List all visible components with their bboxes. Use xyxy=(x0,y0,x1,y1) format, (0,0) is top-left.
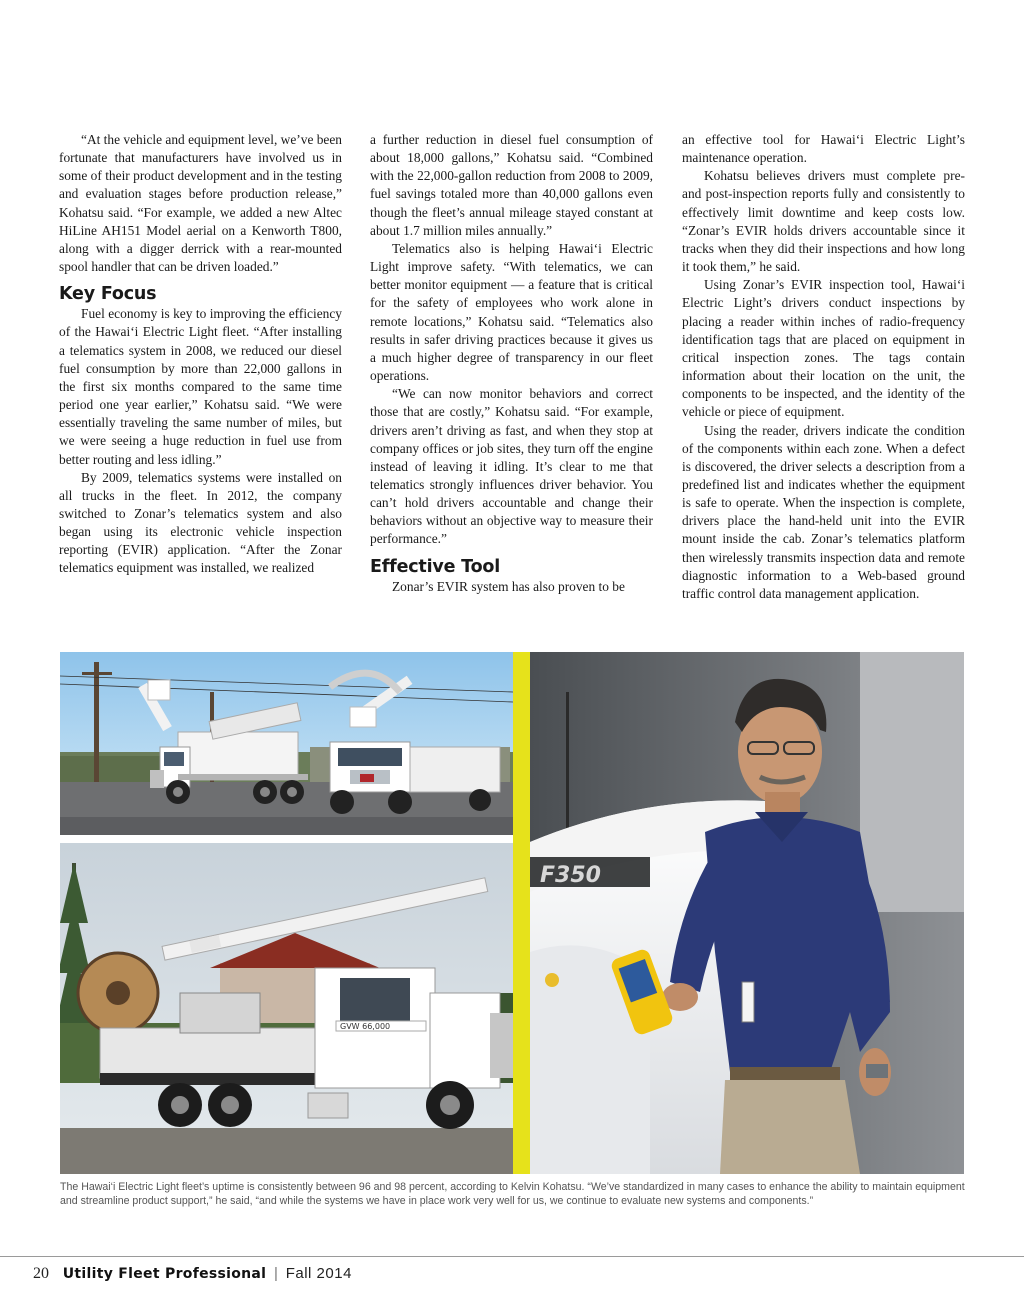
f350-badge: F350 xyxy=(540,863,601,888)
page-footer xyxy=(33,1265,352,1283)
yellow-divider xyxy=(513,652,530,1174)
footer-separator: | xyxy=(274,1265,278,1282)
gvw-badge: GVW 66,000 xyxy=(340,1022,391,1031)
issue-label: Fall 2014 xyxy=(285,1265,352,1282)
paragraph: Zonar’s EVIR system has also proven to be xyxy=(392,578,625,594)
article-column-2 xyxy=(370,131,653,596)
magazine-title: Utility Fleet Professional xyxy=(62,1266,267,1282)
paragraph: Telematics also is helping Hawai‘i Electric Light improve safety. “With telematics, we can better monitor equipment — a feature that is critical for the safety of employees who work alone in remote locations,” Kohatsu said. “Telematics also results in safer driving practices because it gives us a much higher degree of transparency in our fleet operations. xyxy=(370,240,653,384)
inspection-illustration xyxy=(530,652,964,1174)
photo-caption: The Hawai‘i Electric Light fleet’s uptime is consistently between 96 and 98 percent, according to Kelvin Kohatsu. “We’ve standardized in many cases to enhance the ability to maintain equipment and streamline product support,” he said, “and while the systems we have in place work very well for us, we continue to evaluate new systems and components.” xyxy=(60,1181,965,1207)
photo-gap xyxy=(60,835,513,843)
section-heading-effective-tool: Effective Tool xyxy=(370,556,501,577)
footer-rule xyxy=(0,1256,1024,1257)
article-column-3 xyxy=(682,131,965,603)
paragraph: Using Zonar’s EVIR inspection tool, Hawai‘i Electric Light’s drivers conduct inspections by placing a reader within inches of radio-frequency identification tags that are placed on equipment in critical inspection zones. The tags contain information about their location on the unit, the components to be inspected, and the identity of the vehicle or piece of equipment. xyxy=(682,277,965,420)
section-heading-key-focus: Key Focus xyxy=(59,284,157,305)
digger-derrick-illustration xyxy=(60,843,513,1174)
paragraph: a further reduction in diesel fuel consumption of about 18,000 gallons,” Kohatsu said. “Combined with the 22,000-gallon reduction from 2008 to 2009, fuel savings totaled more than 40,000 gallons even though the fleet’s annual mileage stayed constant at about 1.7 million miles annually.” xyxy=(370,132,653,238)
paragraph: an effective tool for Hawai‘i Electric Light’s maintenance operation. xyxy=(682,132,965,166)
kohatsu-inspection-photo xyxy=(530,652,964,1174)
utility-trucks-illustration xyxy=(60,652,513,835)
paragraph: Using the reader, drivers indicate the condition of the components within each zone. When a defect is discovered, the driver selects a description from a predefined list and indicates whether the equipment is safe to operate. When the inspection is complete, drivers place the hand-held unit into the EVIR mount inside the cab. Zonar’s telematics platform then wirelessly transmits inspection data and remote diagnostic information to a Web-based ground traffic control data management application. xyxy=(682,422,965,601)
paragraph: Kohatsu believes drivers must complete pre- and post-inspection reports fully and consistently to effectively limit downtime and keep costs low. “Zonar’s EVIR holds drivers accountable since it tracks when they did their inspections and how long it took them,” he said. xyxy=(682,168,965,275)
paragraph: By 2009, telematics systems were installed on all trucks in the fleet. In 2012, the company switched to Zonar’s telematics system and also began using its electronic vehicle inspection reporting (EVIR) application. “After the Zonar telematics equipment was installed, we realized xyxy=(59,469,342,576)
utility-trucks-photo xyxy=(60,652,513,835)
article-column-1 xyxy=(59,131,342,578)
page-number: 20 xyxy=(33,1265,49,1282)
digger-derrick-truck-photo xyxy=(60,843,513,1174)
paragraph: Fuel economy is key to improving the efficiency of the Hawai‘i Electric Light fleet. “After installing a telematics system in 2008, we reduced our diesel fuel consumption by more than 22,000 gallons in the first six months compared to the same time period one year earlier,” Kohatsu said. “We were essentially traveling the same number of miles, but we were seeing a huge reduction in fuel use from better routing and less idling.” xyxy=(59,306,342,467)
paragraph: “We can now monitor behaviors and correct those that are costly,” Kohatsu said. “For example, drivers aren’t driving as fast, and when they stop at company offices or job sites, they turn off the engine instead of leaving it idling. It’s clear to me that telematics strongly influences driver behavior. You can’t hold drivers accountable and change their behaviors without an objective way to measure their performance.” xyxy=(370,386,653,547)
paragraph: “At the vehicle and equipment level, we’ve been fortunate that manufacturers have involved us in some of their product development and in the testing and evaluation stages before production release,” Kohatsu said. “For example, we added a new Altec HiLine AH151 Model aerial on a Kenworth T800, along with a digger derrick with a rear-mounted spool handler that can be driven loaded.” xyxy=(59,132,343,275)
photo-collage xyxy=(60,652,964,1174)
